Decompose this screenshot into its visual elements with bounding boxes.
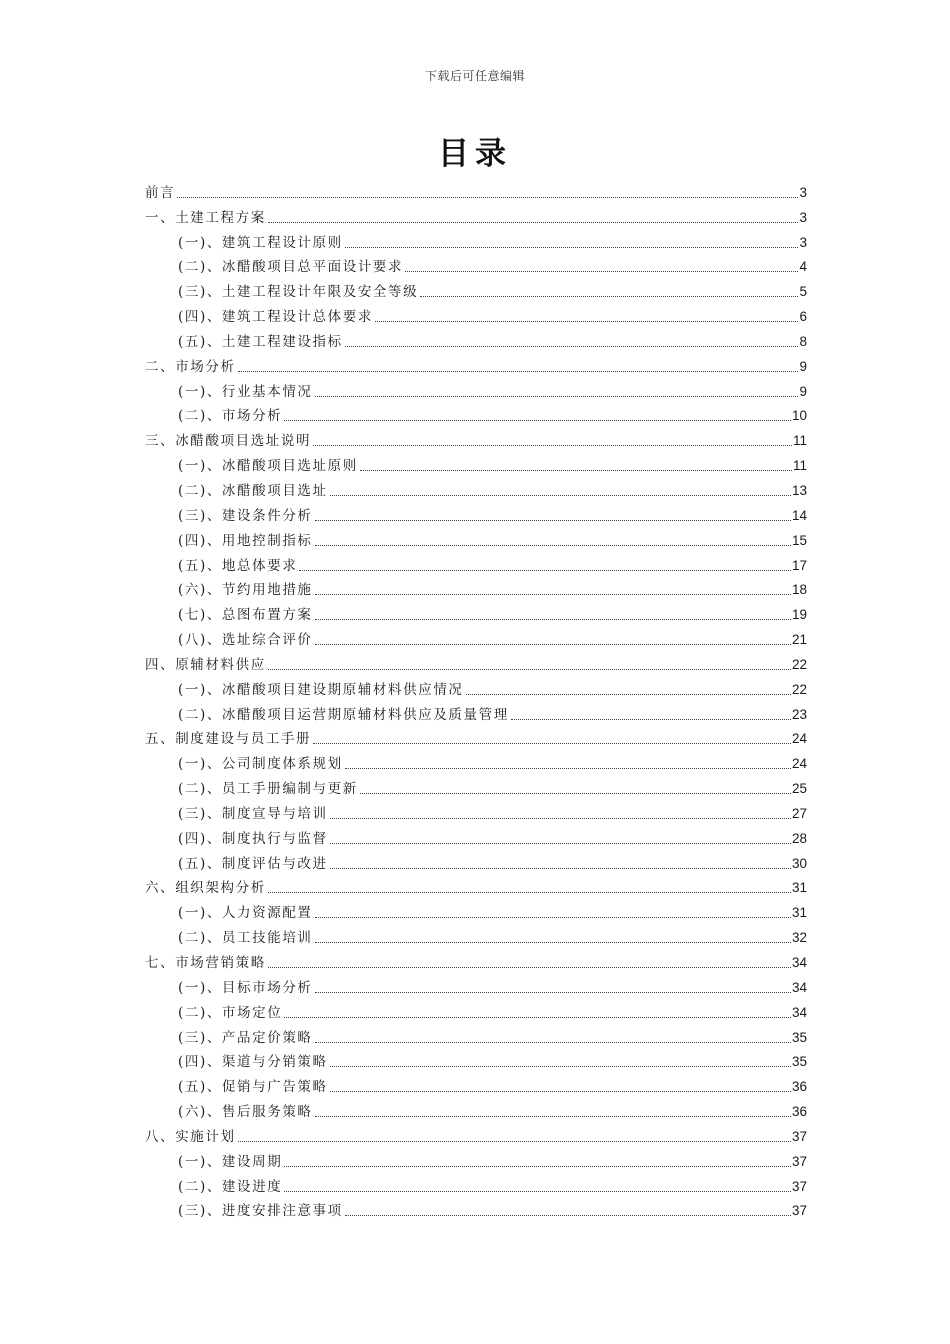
toc-chapter-entry[interactable] [145,724,807,749]
toc-page-number: 37 [791,1203,807,1219]
dot-leader [330,1091,791,1092]
dot-leader [284,1017,791,1018]
toc-page-number: 34 [791,955,807,970]
toc-section-entry[interactable] [145,848,807,873]
toc-entry-title: (二)、市场定位 [178,1004,283,1021]
dot-leader [268,669,791,670]
toc-page-number: 13 [791,482,807,498]
toc-entry-title: 二、市场分析 [145,358,236,375]
toc-page-number: 3 [799,234,807,250]
toc-title: 目录 [438,136,512,172]
dot-leader [313,743,791,744]
toc-page-number: 3 [799,184,807,200]
header-note: 下载后可任意编辑 [424,69,525,83]
dot-leader [284,420,791,421]
dot-leader [511,719,791,720]
dot-leader [330,495,791,496]
toc-chapter-entry[interactable] [145,177,807,202]
toc-entry-title: (四)、制度执行与监督 [178,830,328,847]
toc-entry-title: (二)、冰醋酸项目选址 [178,482,328,499]
dot-leader [315,1116,791,1117]
toc-page-number: 35 [791,1029,807,1045]
toc-page-number: 9 [799,358,807,374]
toc-section-entry[interactable] [145,450,807,475]
toc-section-entry[interactable] [145,1047,807,1072]
toc-entry-title: (五)、地总体要求 [178,557,298,574]
toc-entry-title: 前言 [145,184,176,201]
toc-chapter-entry[interactable] [145,1121,807,1146]
toc-entry-title: (一)、建筑工程设计原则 [178,234,343,251]
toc-section-entry[interactable] [145,500,807,525]
toc-section-entry[interactable] [145,773,807,798]
toc-section-entry[interactable] [145,301,807,326]
dot-leader [315,992,791,993]
dot-leader [315,520,791,521]
toc-page-number: 11 [792,458,807,474]
toc-page-number: 36 [791,1079,807,1095]
toc-entry-title: (三)、建设条件分析 [178,507,313,524]
toc-page-number: 24 [791,756,807,772]
toc-entry-title: (四)、渠道与分销策略 [178,1054,328,1071]
dot-leader [315,619,791,620]
dot-leader [299,570,791,571]
toc-page-number: 34 [791,979,807,995]
toc-section-entry[interactable] [145,972,807,997]
toc-entry-title: (四)、建筑工程设计总体要求 [178,309,373,326]
toc-page-number: 23 [791,706,807,722]
dot-leader [238,371,799,372]
toc-page-number: 24 [791,731,807,747]
toc-entry-title: 五、制度建设与员工手册 [145,731,312,748]
toc-entry-title: (一)、冰醋酸项目选址原则 [178,458,358,475]
toc-entry-title: (三)、产品定价策略 [178,1029,313,1046]
dot-leader [330,843,791,844]
toc-entry-title: (五)、土建工程建设指标 [178,333,343,350]
toc-page-number: 32 [791,930,807,946]
toc-entry-title: (一)、建设周期 [178,1153,283,1170]
toc-section-entry[interactable] [145,575,807,600]
toc-page-number: 14 [791,507,807,523]
toc-section-entry[interactable] [145,376,807,401]
toc-section-entry[interactable] [145,1022,807,1047]
dot-leader [284,1166,791,1167]
toc-entry-title: (六)、售后服务策略 [178,1104,313,1121]
dot-leader [360,793,791,794]
toc-entry-title: (八)、选址综合评价 [178,632,313,649]
toc-section-entry[interactable] [145,276,807,301]
dot-leader [345,768,791,769]
toc-entry-title: (一)、行业基本情况 [178,383,313,400]
toc-page-number: 3 [799,209,807,225]
toc-section-entry[interactable] [145,699,807,724]
toc-chapter-entry[interactable] [145,202,807,227]
toc-entry-title: (一)、人力资源配置 [178,905,313,922]
toc-page-number: 34 [791,1004,807,1020]
dot-leader [345,346,799,347]
toc-section-entry[interactable] [145,252,807,277]
toc-chapter-entry[interactable] [145,649,807,674]
toc-section-entry[interactable] [145,525,807,550]
toc-entry-title: (一)、目标市场分析 [178,979,313,996]
dot-leader [315,396,799,397]
dot-leader [330,818,791,819]
toc-section-entry[interactable] [145,401,807,426]
toc-chapter-entry[interactable] [145,873,807,898]
table-of-contents [145,177,807,1220]
toc-page-number: 8 [799,333,807,349]
toc-entry-title: 八、实施计划 [145,1128,236,1145]
toc-page-number: 28 [791,830,807,846]
toc-page-number: 31 [791,905,807,921]
toc-section-entry[interactable] [145,748,807,773]
toc-entry-title: (六)、节约用地措施 [178,582,313,599]
dot-leader [268,892,791,893]
toc-entry-title: (二)、建设进度 [178,1178,283,1195]
dot-leader [284,1191,791,1192]
toc-entry-title: (三)、进度安排注意事项 [178,1203,343,1220]
toc-section-entry[interactable] [145,897,807,922]
dot-leader [360,470,792,471]
toc-section-entry[interactable] [145,624,807,649]
toc-entry-title: (二)、员工手册编制与更新 [178,781,358,798]
toc-entry-title: (五)、制度评估与改进 [178,855,328,872]
dot-leader [315,942,791,943]
toc-page-number: 15 [791,532,807,548]
toc-page-number: 11 [792,433,807,449]
toc-section-entry[interactable] [145,599,807,624]
toc-entry-title: (二)、市场分析 [178,408,283,425]
toc-section-entry[interactable] [145,326,807,351]
dot-leader [315,644,791,645]
toc-page-number: 31 [791,880,807,896]
toc-entry-title: (五)、促销与广告策略 [178,1079,328,1096]
toc-page-number: 35 [791,1054,807,1070]
toc-entry-title: (二)、员工技能培训 [178,930,313,947]
toc-section-entry[interactable] [145,798,807,823]
toc-entry-title: 七、市场营销策略 [145,955,266,971]
toc-page-number: 19 [791,607,807,623]
toc-page-number: 4 [799,259,807,275]
toc-page-number: 22 [791,656,807,672]
toc-entry-title: (七)、总图布置方案 [178,607,313,624]
toc-section-entry[interactable] [145,475,807,500]
toc-entry-title: 四、原辅材料供应 [145,656,266,673]
toc-page-number: 6 [799,309,807,325]
toc-page-number: 30 [791,855,807,871]
toc-entry-title: (一)、冰醋酸项目建设期原辅材料供应情况 [178,681,464,698]
toc-page-number: 37 [791,1153,807,1169]
toc-chapter-entry[interactable] [145,947,807,972]
toc-section-entry[interactable] [145,227,807,252]
toc-chapter-entry[interactable] [145,351,807,376]
toc-section-entry[interactable] [145,550,807,575]
dot-leader [315,1042,791,1043]
toc-entry-title: 六、组织架构分析 [145,880,266,897]
toc-entry-title: (一)、公司制度体系规划 [178,756,343,773]
toc-section-entry[interactable] [145,1071,807,1096]
toc-section-entry[interactable] [145,922,807,947]
toc-page-number: 37 [791,1178,807,1194]
dot-leader [313,445,792,446]
dot-leader [420,296,798,297]
toc-entry-title: (三)、土建工程设计年限及安全等级 [178,284,419,301]
toc-entry-title: (二)、冰醋酸项目运营期原辅材料供应及质量管理 [178,706,509,723]
toc-section-entry[interactable] [145,823,807,848]
toc-entry-title: (二)、冰醋酸项目总平面设计要求 [178,259,404,276]
toc-page-number: 21 [791,632,807,648]
toc-page-number: 18 [791,582,807,598]
dot-leader [405,271,798,272]
dot-leader [268,967,791,968]
dot-leader [315,917,791,918]
toc-page-number: 10 [791,408,807,424]
toc-entry-title: 一、土建工程方案 [145,209,266,226]
toc-section-entry[interactable] [145,674,807,699]
toc-page-number: 9 [799,383,807,399]
toc-section-entry[interactable] [145,1096,807,1121]
dot-leader [315,594,791,595]
dot-leader [238,1141,791,1142]
toc-page-number: 37 [791,1128,807,1144]
dot-leader [466,694,791,695]
toc-chapter-entry[interactable] [145,425,807,450]
dot-leader [177,197,798,198]
dot-leader [330,1066,791,1067]
dot-leader [375,321,799,322]
toc-section-entry[interactable] [145,1171,807,1196]
toc-section-entry[interactable] [145,1196,807,1221]
dot-leader [345,1215,791,1216]
toc-page-number: 22 [791,681,807,697]
dot-leader [315,545,791,546]
toc-section-entry[interactable] [145,1146,807,1171]
toc-page-number: 5 [799,284,807,300]
toc-page-number: 27 [791,805,807,821]
dot-leader [268,222,799,223]
toc-entry-title: (四)、用地控制指标 [178,532,313,549]
toc-entry-title: 三、冰醋酸项目选址说明 [145,433,312,450]
toc-page-number: 17 [791,557,807,573]
toc-page-number: 25 [791,781,807,797]
toc-section-entry[interactable] [145,997,807,1022]
dot-leader [330,868,791,869]
toc-page-number: 36 [791,1104,807,1120]
dot-leader [345,247,799,248]
toc-entry-title: (三)、制度宣导与培训 [178,805,328,822]
